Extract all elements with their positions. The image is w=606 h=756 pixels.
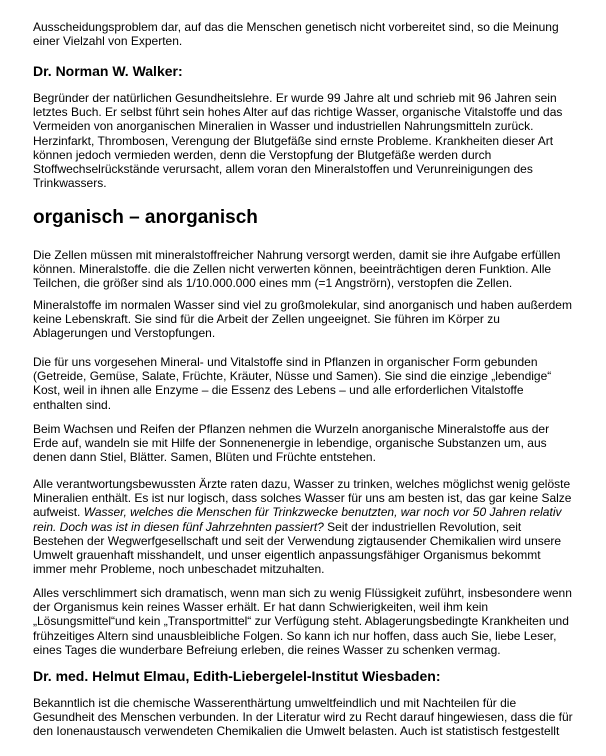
paragraph-mineralstoffe: Mineralstoffe im normalen Wasser sind viel zu großmolekular, sind anorganisch und haben außerdem keine Lebenskraft. Sie sind für die Arbeit der Zellen ungeeignet. Sie führen im Körper zu Ablagerungen und Verstopfungen. — [33, 298, 572, 341]
paragraph-zellen: Die Zellen müssen mit mineralstoffreicher Nahrung versorgt werden, damit sie ihre Aufgabe erfüllen können. Mineralstoffe. die die Zellen nicht verwerten können, beeinträchtigen deren Funktion. Alle Teilchen, die größer sind als 1/10.000.000 eines mm (=1 Angströrn), verstopfen die Zellen. — [33, 248, 561, 291]
italic-quote: Wasser, welches die Menschen für Trinkzwecke benutzten, war noch vor 50 Jahren relativ — [83, 505, 562, 520]
paragraph-verschlimmert: Alles verschlimmert sich dramatisch, wenn man sich zu wenig Flüssigkeit zuführt, insbesondere wenn der Organismus kein reines Wasser erhält. Er hat dann Schwierigkeiten, weil ihm kein „Lösungsmittel“und kein „Transportmittel“ zur Verfügung steht. Ablagerungsbedingte Krankheiten und frühzeitiges Altern sind unausbleibliche Folgen. So kann ich nur hoffen, dass auch Sie, liebe Leser, eines Tages die wunderbare Befreiung erleben, die reines Wasser zu schenken vermag. — [33, 586, 572, 657]
heading-elmau: Dr. med. Helmut Elmau, Edith-Liebergelel-Institut Wiesbaden: — [33, 668, 441, 684]
walker-paragraph: Begründer der natürlichen Gesundheitslehre. Er wurde 99 Jahre alt und schrieb mit 96 Jahren sein letztes Buch. Er selbst führt sein hohes Alter auf das richtige Wasser, organische Vitalstoffe und das Vermeiden von anorganischen Mineralien in Wasser und industriellen Nahrungsmitteln zurück. Herzinfarkt, Thrombosen, Verengung der Blutgefäße sind ernste Probleme. Krankheiten dieser Art können jedoch vermieden werden, denn die Verstopfung der Blutgefäße werden durch Stoffwechselrückstände verursacht, allem voran den Mineralstoffen und Verunreinigungen des Trinkwassers. — [33, 91, 563, 191]
intro-paragraph: Ausscheidungsproblem dar, auf das die Menschen genetisch nicht vorbereitet sind, so die Meinung einer Vielzahl von Experten. — [33, 20, 559, 49]
heading-walker: Dr. Norman W. Walker: — [33, 63, 183, 79]
paragraph-wachsen: Beim Wachsen und Reifen der Pflanzen nehmen die Wurzeln anorganische Mineralstoffe aus der Erde auf, wandeln sie mit Hilfe der Sonnenenergie in lebendige, organische Substanzen um, aus denen dann Stiel, Blätter. Samen, Blüten und Früchte entstehen. — [33, 422, 550, 465]
paragraph-aerzte: Alle verantwortungsbewussten Ärzte raten dazu, Wasser zu trinken, welches möglichst wenig gelöste Mineralien enthält. Es ist nur logisch, dass solches Wasser für uns am besten ist, das gar keine Salze aufweist. Wasser, welches die Menschen für Trinkzwecke benutzten, war noch vor 50 Jahren relativ rein. Doch was ist in diesen fünf Jahrzehnten passiert? Seit der industriellen Revolution, seit Bestehen der Wegwerfgesellschaft und seit der Verwendung zigtausender Chemikalien wird unsere Umwelt grauenhaft misshandelt, und unser eigentlich anpassungsfähiger Organismus bekommt immer mehr Probleme, noch unbeschadet mitzuhalten. — [33, 477, 572, 577]
heading-organisch-anorganisch: organisch – anorganisch — [33, 207, 258, 228]
italic-quote: rein. Doch was ist in diesen fünf Jahrzehnten passiert? — [33, 519, 324, 534]
paragraph-pflanzen: Die für uns vorgesehen Mineral- und Vitalstoffe sind in Pflanzen in organischer Form gebunden (Getreide, Gemüse, Salate, Früchte, Kräuter, Nüsse und Samen). Sie sind die einzige „lebendige“ Kost, weil in ihnen alle Enzyme – die Essenz des Lebens – und alle erforderlichen Vitalstoffe enthalten sind. — [33, 355, 552, 412]
paragraph-wasserenthaertung: Bekanntlich ist die chemische Wasserenthärtung umweltfeindlich und mit Nachteilen für die Gesundheit des Menschen verbunden. In der Literatur wird zu Recht darauf hingewiesen, dass die für den Ionenaustausch verwendeten Chemikalien die Umwelt belasten. Auch ist statistisch festgestellt — [33, 696, 573, 739]
